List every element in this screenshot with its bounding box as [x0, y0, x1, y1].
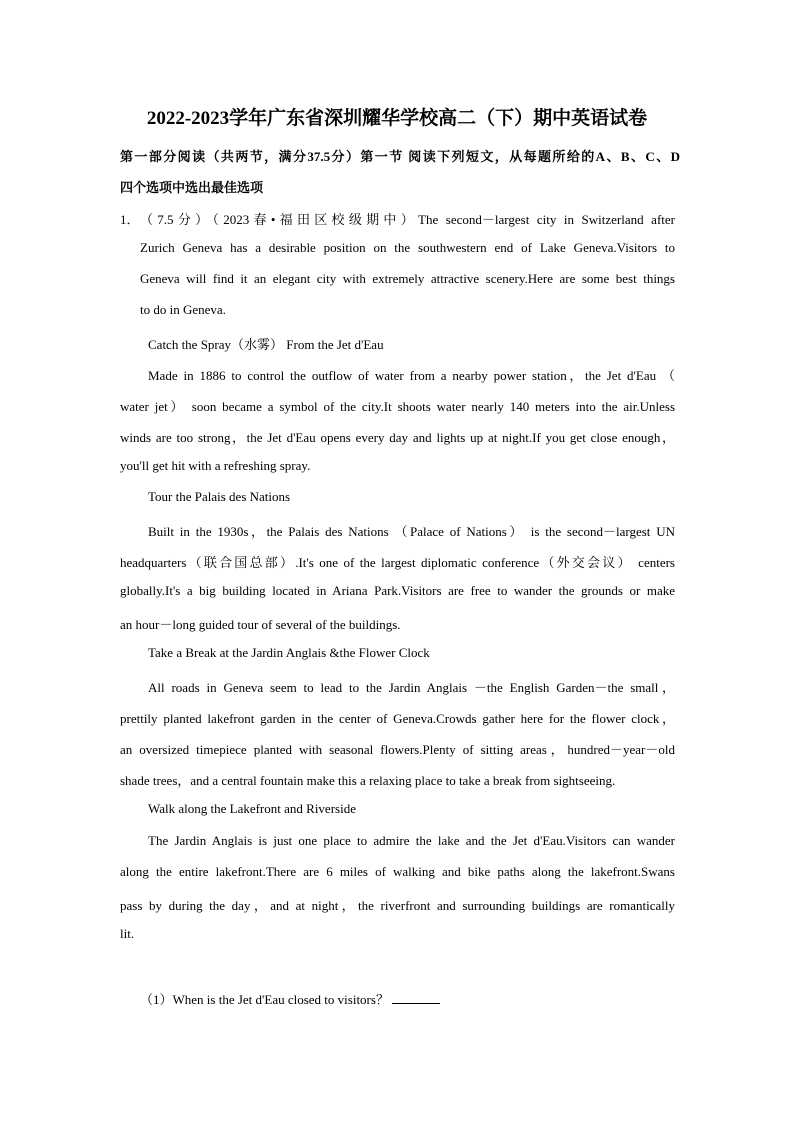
paragraph-line: an hour－long guided tour of several of the buildings. [120, 617, 401, 632]
instructions-line-1: 第一部分阅读（共两节，满分37.5分）第一节 阅读下列短文，从每题所给的A、B、C、D [120, 149, 680, 164]
paragraph-line: shade trees，and a central fountain make this a relaxing place to take a break from sightseeing. [120, 773, 616, 788]
question-number: 1． [120, 212, 140, 227]
paragraph-line: you'll get hit with a refreshing spray. [120, 458, 311, 473]
sub-question-text: （1）When is the Jet d'Eau closed to visitors？ [140, 992, 389, 1007]
paragraph-line: lit. [120, 926, 135, 941]
paragraph-line: winds are too strong，the Jet d'Eau opens every day and lights up at night.If you get close enough， [120, 430, 675, 445]
paragraph-line: The Jardin Anglais is just one place to admire the lake and the Jet d'Eau.Visitors can wander [148, 833, 675, 848]
paragraph-line: Built in the 1930s，the Palais des Nations （Palace of Nations） is the second－largest UN [148, 524, 675, 539]
paragraph-line: Made in 1886 to control the outflow of water from a nearby power station，the Jet d'Eau （ [148, 368, 675, 383]
section-heading: Walk along the Lakefront and Riverside [148, 801, 356, 816]
section-heading: Take a Break at the Jardin Anglais &the Flower Clock [148, 645, 430, 660]
question-text-line: to do in Geneva. [140, 302, 226, 317]
paragraph-line: headquarters（联合国总部）.It's one of the largest diplomatic conference（外交会议） centers [120, 555, 675, 570]
paragraph-line: an oversized timepiece planted with seasonal flowers.Plenty of sitting areas，hundred－year－old [120, 742, 675, 757]
question-text-line: Zurich Geneva has a desirable position on the southwestern end of Lake Geneva.Visitors to [140, 240, 675, 255]
question-text-line: Geneva will find it an elegant city with extremely attractive scenery.Here are some best things [140, 271, 675, 286]
paragraph-line: globally.It's a big building located in Ariana Park.Visitors are free to wander the grounds or make [120, 583, 675, 598]
section-heading: Catch the Spray（水雾） From the Jet d'Eau [148, 337, 384, 352]
page-title: 2022-2023学年广东省深圳耀华学校高二（下）期中英语试卷 [146, 108, 648, 129]
section-heading: Tour the Palais des Nations [148, 489, 291, 504]
paragraph-line: water jet） soon became a symbol of the city.It shoots water nearly 140 meters into the air.Unless [120, 399, 675, 414]
paragraph-line: along the entire lakefront.There are 6 miles of walking and bike paths along the lakefront.Swans [120, 864, 675, 879]
sub-question [140, 989, 440, 1008]
paragraph-line: pass by during the day，and at night，the riverfront and surrounding buildings are romantically [120, 898, 675, 913]
instructions-line-2: 四个选项中选出最佳选项 [120, 180, 264, 195]
paragraph-line: All roads in Geneva seem to lead to the Jardin Anglais －the English Garden－the small， [148, 680, 675, 695]
paragraph-line: prettily planted lakefront garden in the center of Geneva.Crowds gather here for the flower clock， [120, 711, 675, 726]
answer-blank[interactable] [392, 991, 440, 1004]
question-text-line: （7.5分）（2023春•福田区校级期中）The second－largest city in Switzerland after [140, 212, 675, 227]
